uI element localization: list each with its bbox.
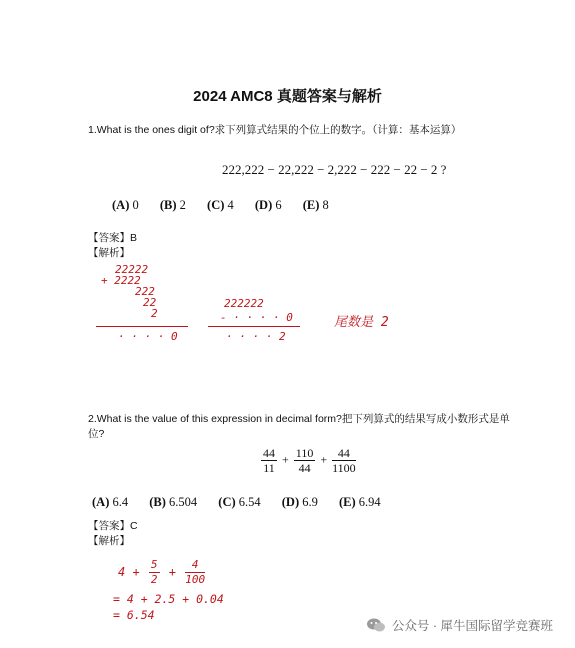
hw-line: 22 bbox=[143, 296, 157, 309]
choice-a: (A) 6.4 bbox=[92, 495, 129, 509]
question-1-choices bbox=[112, 198, 347, 213]
question-2-prompt-line-2: 位? bbox=[88, 428, 105, 440]
q2-handwriting-line-1: 4 + $\frac{5}{2}$ + $\frac{4}{100}$ bbox=[118, 558, 206, 586]
question-1-expression: 222,222 − 22,222 − 2,222 − 222 − 22 − 2 ? bbox=[222, 162, 447, 177]
q1-sum-line-2 bbox=[208, 326, 300, 327]
question-2-answer: 【答案】C bbox=[88, 520, 138, 532]
question-1-analysis-label: 【解析】 bbox=[88, 247, 130, 259]
q1-handwriting-col2-mid: - · · · · 0 bbox=[220, 311, 293, 324]
watermark-text: 公众号 · 犀牛国际留学竞赛班 bbox=[391, 619, 553, 633]
choice-b: (B) 2 bbox=[159, 198, 186, 212]
question-2-prompt-line-1: 2.What is the value of this expression in decimal form?把下列算式的结果写成小数形式是单 bbox=[88, 413, 510, 425]
choice-c: (C) 4 bbox=[207, 198, 234, 212]
hw-line: 22222 bbox=[115, 263, 149, 276]
wechat-icon bbox=[366, 617, 386, 633]
q1-handwriting-result-2: · · · · 2 bbox=[226, 330, 286, 343]
question-2-expression: $\frac{44}{11}$ + $\frac{110}{44}$ + $\frac{44}{1100}$ bbox=[263, 446, 356, 475]
q1-handwriting-col1 bbox=[101, 263, 158, 320]
fraction-3: $\frac{44}{1100}$ bbox=[332, 446, 356, 475]
fraction-2: $\frac{110}{44}$ bbox=[295, 446, 314, 475]
choice-e: (E) 8 bbox=[302, 198, 329, 212]
q2-handwriting-line-3: = 6.54 bbox=[113, 608, 155, 622]
watermark bbox=[366, 616, 553, 634]
question-1-prompt: 1.What is the ones digit of?求下列算式结果的个位上的数字。（计算：基本运算） bbox=[88, 124, 462, 136]
fraction-1: $\frac{44}{11}$ bbox=[263, 446, 275, 475]
hw-line: + 2222 bbox=[101, 274, 141, 287]
q1-handwriting-result-1: · · · · 0 bbox=[118, 330, 178, 343]
question-2-choices bbox=[92, 495, 399, 510]
q2-handwriting-line-2: = 4 + 2.5 + 0.04 bbox=[113, 592, 224, 606]
choice-b: (B) 6.504 bbox=[149, 495, 198, 509]
q1-handwriting-note: 尾数是 2 bbox=[334, 315, 389, 330]
choice-d: (D) 6 bbox=[254, 198, 282, 212]
choice-a: (A) 0 bbox=[112, 198, 139, 212]
q1-handwriting-col2-top: 222222 bbox=[224, 297, 264, 310]
hw-line: 222 bbox=[135, 285, 155, 298]
question-1-answer: 【答案】B bbox=[88, 232, 138, 244]
choice-c: (C) 6.54 bbox=[218, 495, 261, 509]
choice-d: (D) 6.9 bbox=[281, 495, 318, 509]
hw-line: 2 bbox=[151, 307, 158, 320]
choice-e: (E) 6.94 bbox=[339, 495, 381, 509]
question-2-analysis-label: 【解析】 bbox=[88, 535, 130, 547]
page-title: 2024 AMC8 真题答案与解析 bbox=[193, 88, 382, 105]
q1-sum-line-1 bbox=[96, 326, 188, 327]
